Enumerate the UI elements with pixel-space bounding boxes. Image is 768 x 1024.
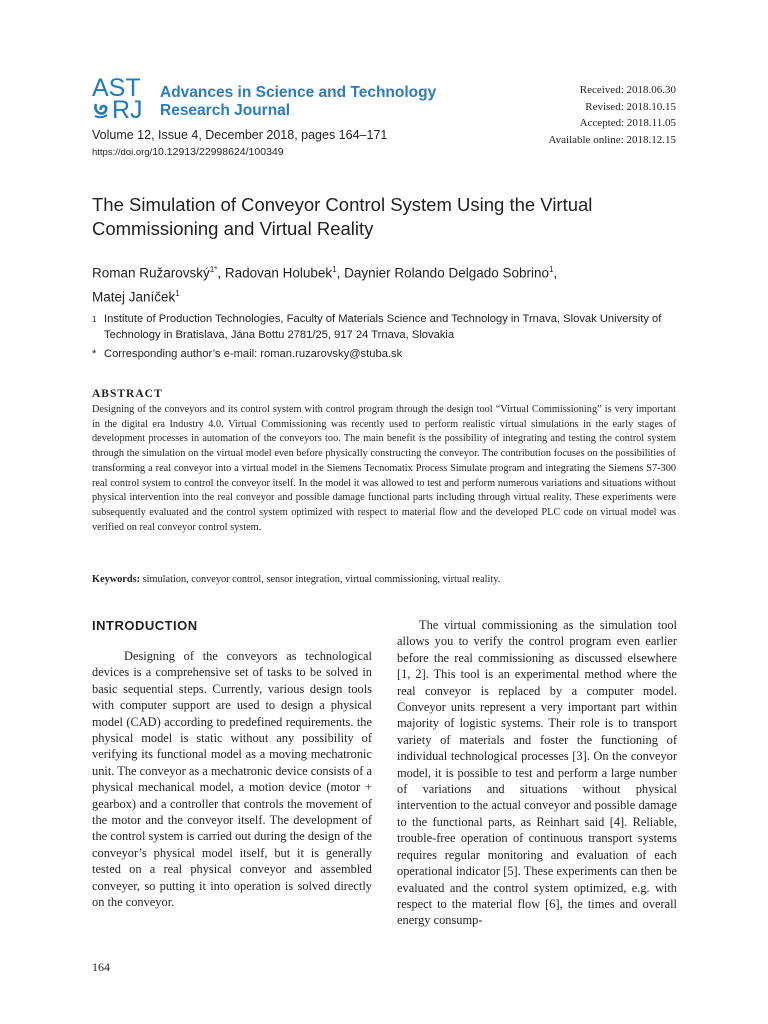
- date-received: Received: 2018.06.30: [579, 84, 676, 96]
- author-name: Roman Ružarovský: [92, 265, 210, 281]
- corresponding-mark: *: [92, 348, 97, 360]
- corresponding-email: Corresponding author’s e-mail: roman.ruzarovsky@stuba.sk: [104, 348, 403, 360]
- author-list: [92, 260, 682, 307]
- page-number: 164: [92, 960, 110, 974]
- volume-info: Volume 12, Issue 4, December 2018, pages 164–171: [92, 128, 388, 142]
- doi-link[interactable]: [92, 146, 284, 158]
- date-accepted: Accepted: 2018.11.05: [579, 117, 676, 129]
- keywords-label: Keywords:: [92, 574, 141, 585]
- introduction-column-1: Designing of the conveyors as technological devices is a comprehensive set of tasks to be solved in basic sequential steps. Currently, various design tools with computer support are used to design a physical model (CAD) according to predefined requirements. the physical model is static without any possibility of verifying its functional model as a moving mechatronic unit. The conveyor as a mechatronic device consists of a physical mechanical model, a motion device (motor + gearbox) and a controller that controls the movement of the motor and the conveyor itself. The development of the control system is carried out during the design of the conveyor’s physical model itself, but it is generally tested on a real physical conveyor and assembled conveyer, so putting it into operation is solved directly on the conveyor.: [92, 649, 372, 910]
- journal-name-line2: Research Journal: [160, 102, 291, 119]
- paper-title-line1: The Simulation of Conveyor Control System Using the Virtual: [92, 194, 593, 215]
- abstract-heading: ABSTRACT: [92, 388, 163, 400]
- keywords-text: simulation, conveyor control, sensor integration, virtual commissioning, virtual reality.: [140, 574, 501, 585]
- journal-logo-ast: AST: [92, 74, 141, 102]
- introduction-heading: INTRODUCTION: [92, 618, 198, 633]
- author-affil-mark: 1: [175, 288, 180, 298]
- paper-title: [92, 193, 682, 240]
- author-separator: ,: [553, 265, 558, 281]
- journal-logo-swirl-icon: [93, 98, 113, 120]
- introduction-column-2: The virtual commissioning as the simulation tool allows you to verify the control program even earlier before the real commissioning as discussed elsewhere [1, 2]. This tool is an experimental method where the real conveyor is replaced by a computer model. Conveyor units represent a very important part within majority of logistic systems. Their role is to transport variety of materials and foster the functioning of individual technological processes [3]. On the conveyor model, it is possible to test and perform a large number of variations and situations without physical intervention to the actual conveyor and possible damage to the functional parts, as Reinhart said [4]. Reliable, trouble-free operation of continuous transport systems requires regular monitoring and evaluation of each operational indicator [5]. These experiments can then be evaluated and the control system optimized, e.g. with respect to the material flow [6], the times and overall energy consump-: [397, 618, 677, 928]
- journal-logo-rj: RJ: [112, 96, 143, 124]
- affiliation-text: Institute of Production Technologies, Faculty of Materials Science and Technology in Trnava, Slovak University of Technology in Bratislava, Jána Bottu 2781/25, 917 24 Trnava, Slovakia: [104, 313, 662, 341]
- affiliation-block: [92, 312, 682, 363]
- author-name: Matej Janíček: [92, 289, 176, 304]
- affiliation-mark: 1: [92, 315, 97, 324]
- journal-name: [160, 84, 436, 120]
- doi-prefix: https://doi.org/: [92, 147, 153, 158]
- author-name: , Radovan Holubek: [217, 265, 333, 281]
- keywords: [92, 574, 676, 585]
- date-online: Available online: 2018.12.15: [548, 133, 676, 146]
- doi-suffix: 10.12913/22998624/100349: [152, 146, 284, 158]
- abstract-text: Designing of the conveyors and its control system with control program through the design tool “Virtual Commissioning” is very important in the digital era Industry 4.0. Virtual Commissioning was recently used to perform realistic virtual simulations in the early stages of development processes in automation of the conveyors too. The main benefit is the possibility of integrating and testing the control system through the simulation on the virtual model even before physically constructing the conveyor. The contribution focuses on the possibilities of transforming a real conveyor into a virtual model in the Siemens Tecnomatix Process Simulate program and integrating the Siemens S7-300 real control system to control the conveyor itself. In the model it was allowed to test and perform numerous variations and situations without physical intervention into the real conveyor and possible damage functional parts including through virtual reality. These experiments were subsequently evaluated and the control system optimized with respect to material flow and the developed PLC code on virtual model was verified on real conveyor control system.: [92, 404, 676, 533]
- paper-title-line2: Commissioning and Virtual Reality: [92, 217, 374, 239]
- article-dates: [549, 82, 677, 148]
- author-name: , Daynier Rolando Delgado Sobrino: [336, 265, 550, 281]
- author-affil-mark: 1: [549, 265, 554, 274]
- author-affil-mark: 1: [332, 265, 337, 274]
- author-affil-mark: 1*: [209, 265, 218, 274]
- date-revised: Revised: 2018.10.15: [585, 100, 676, 113]
- journal-name-line1: Advances in Science and Technology: [160, 84, 437, 101]
